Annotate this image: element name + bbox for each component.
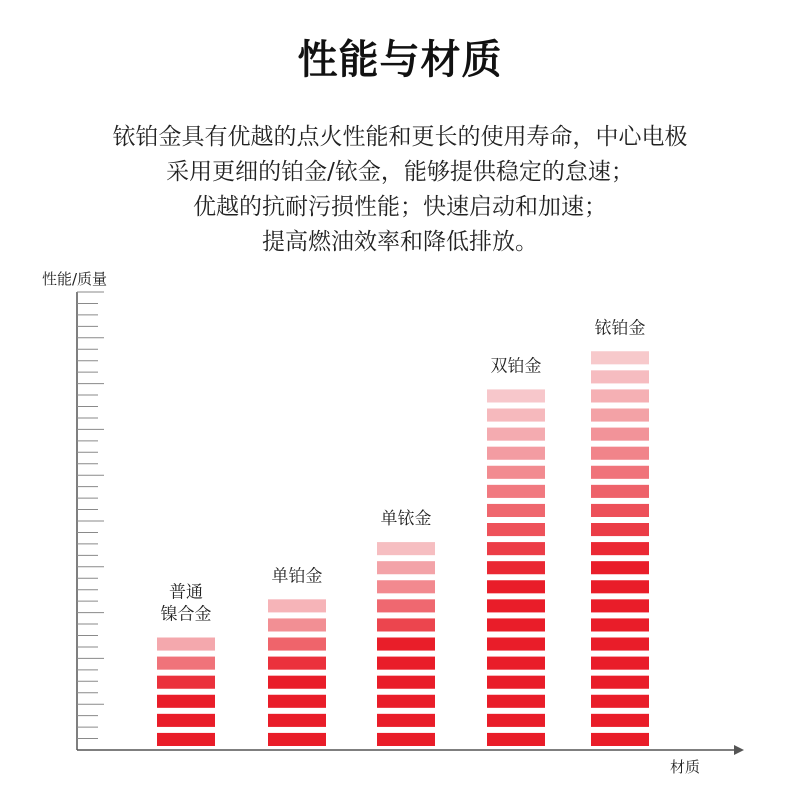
bar-segment [487,447,545,460]
bar-segment [157,657,215,670]
bar-segment [377,714,435,727]
description-line: 优越的抗耐污损性能；快速启动和加速； [193,194,607,220]
bar-segment [487,618,545,631]
bar-segment [268,599,326,612]
bar-segment [591,733,649,746]
bars [157,351,649,746]
bar-segment [487,523,545,536]
bar-segment [591,523,649,536]
bar-segment [591,447,649,460]
bar-segment [487,638,545,651]
bar-segment [268,695,326,708]
bar-segment [487,580,545,593]
bar-segment [487,695,545,708]
bar-segment [157,714,215,727]
bar-segment [591,389,649,402]
bar-segment [591,504,649,517]
bar-segment [487,389,545,402]
bar-segment [487,599,545,612]
category-label: 单铱金 [380,509,432,530]
bar-segment [377,542,435,555]
x-axis-label: 材质 [670,758,701,776]
bar-segment [377,657,435,670]
bar [157,638,215,747]
description-line: 铱铂金具有优越的点火性能和更长的使用寿命，中心电极 [112,124,688,150]
bar-segment [377,599,435,612]
bar-segment [268,657,326,670]
bar-segment [377,733,435,746]
y-axis-label: 性能/质量 [42,270,108,288]
bar-segment [591,657,649,670]
category-label: 单铂金 [271,566,323,587]
bar-segment [377,561,435,574]
page-title: 性能与材质 [297,37,503,83]
category-label: 双铂金 [490,356,542,377]
bar-segment [268,638,326,651]
bar-segment [157,676,215,689]
bar-segment [487,466,545,479]
bar-segment [591,542,649,555]
bar-segment [268,714,326,727]
bar-segment [591,370,649,383]
bar-segment [487,542,545,555]
bar-segment [487,676,545,689]
bar-segment [377,676,435,689]
bar-segment [377,695,435,708]
bar-segment [591,428,649,441]
bar [268,599,326,746]
bar-segment [268,733,326,746]
bar-segment [591,409,649,422]
bar-segment [268,618,326,631]
bar-segment [377,618,435,631]
bar-segment [487,561,545,574]
bar-segment [591,676,649,689]
bar [591,351,649,746]
bar-segment [157,733,215,746]
bar-segment [157,695,215,708]
bar-segment [487,714,545,727]
category-label: 普通镍合金 [160,582,212,625]
bar-segment [591,351,649,364]
bar-segment [377,580,435,593]
bar-segment [591,599,649,612]
bar-segment [591,638,649,651]
bar-segment [591,466,649,479]
bar [487,389,545,746]
bar-segment [268,676,326,689]
x-axis-arrow-icon [734,745,744,755]
bar-segment [591,485,649,498]
bar-segment [377,638,435,651]
bar-segment [591,580,649,593]
bar-segment [591,714,649,727]
bar-segment [487,485,545,498]
bar [377,542,435,746]
bar-segment [487,657,545,670]
bar-segment [487,409,545,422]
description-line: 提高燃油效率和降低排放。 [262,229,538,255]
bar-segment [591,618,649,631]
y-axis-ticks [77,292,104,739]
category-labels [161,318,646,624]
description-line: 采用更细的铂金/铱金，能够提供稳定的怠速； [166,159,634,185]
bar-segment [487,428,545,441]
bar-segment [487,504,545,517]
bar-segment [157,638,215,651]
category-label: 铱铂金 [594,318,646,339]
bar-segment [591,695,649,708]
bar-segment [591,561,649,574]
bar-segment [487,733,545,746]
